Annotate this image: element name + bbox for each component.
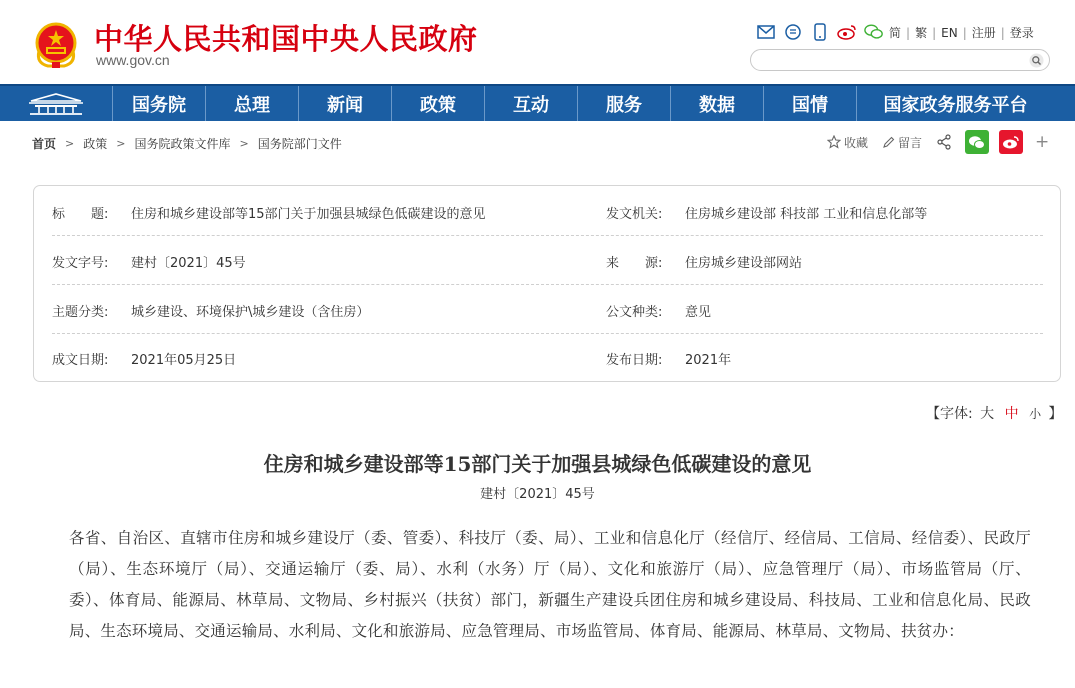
article-body: 各省、自治区、直辖市住房和城乡建设厅（委、管委）、科技厅（委、局）、工业和信息化厅（经信厅、经信局、工信局、经信委）、民政厅（局）、生态环境厅（局）、交通运输厅（委、局）、水利（水务）厅（局）、文化和旅游厅（局）、应急管理厅（局）、市场监管局（厅、委）、体育局、能源局、林草局、文物局、乡村振兴（扶贫）部门，新疆生产建设兵团住房和城乡建设局、科技局、工业和信息化局、民政局、生态环境局、交通运输局、水利局、文化和旅游局、应急管理局、市场监管局、体育局、能源局、林草局、文物局、扶贫办： [69, 529, 1031, 640]
breadcrumb-policy[interactable]: 政策 [83, 137, 108, 151]
published-label: 发布日期: [606, 352, 663, 368]
issuer-value: 住房城乡建设部 科技部 工业和信息化部等 [685, 206, 928, 222]
type-label: 公文种类: [606, 304, 663, 320]
type-value: 意见 [685, 304, 712, 320]
topic-value: 城乡建设、环境保护\城乡建设（含住房） [131, 304, 370, 320]
link-simplified[interactable]: 简 [889, 26, 902, 40]
star-icon [827, 135, 841, 149]
search-box [750, 49, 1050, 71]
issuer-label: 发文机关: [606, 206, 663, 222]
weibo-icon[interactable] [837, 23, 857, 41]
nav-item-services[interactable]: 服务 [578, 86, 671, 121]
share-icon [936, 134, 952, 150]
emblem-icon[interactable] [33, 21, 79, 69]
font-size-medium[interactable]: 中 [1004, 406, 1019, 422]
site-url[interactable]: www.gov.cn [96, 52, 170, 68]
topic-label: 主题分类: [52, 304, 109, 320]
nav-item-service-platform[interactable]: 国家政务服务平台 [883, 94, 1028, 116]
language-links [884, 24, 1039, 41]
breadcrumb-policy-library[interactable]: 国务院政策文件库 [134, 137, 231, 151]
document-info-table [33, 185, 1061, 382]
source-label: 来 源: [606, 255, 663, 271]
info-row-title [52, 188, 1043, 236]
nav-item-state-council[interactable]: 国务院 [113, 86, 206, 121]
nav-item-policy[interactable]: 政策 [392, 86, 485, 121]
mail-icon[interactable] [756, 23, 776, 41]
chevron-right-icon: > [116, 137, 126, 150]
mobile-icon[interactable] [810, 23, 830, 41]
font-size-suffix: 】 [1048, 406, 1063, 422]
pen-icon [882, 136, 895, 149]
info-row-docno [52, 237, 1043, 285]
font-size-prefix: 【字体: [926, 406, 973, 422]
link-register[interactable]: 注册 [971, 26, 996, 40]
published-value: 2021年 [685, 352, 732, 368]
separator: | [906, 25, 911, 40]
separator: | [1000, 25, 1005, 40]
docno-value: 建村〔2021〕45号 [131, 255, 246, 271]
breadcrumb [32, 135, 342, 152]
nav-item-data[interactable]: 数据 [671, 86, 764, 121]
site-header [0, 0, 1075, 84]
separator: | [962, 25, 967, 40]
breadcrumb-home[interactable]: 首页 [32, 137, 57, 151]
title-value: 住房和城乡建设部等15部门关于加强县城绿色低碳建设的意见 [131, 206, 486, 222]
chevron-right-icon: > [239, 137, 249, 150]
info-row-dates [52, 334, 1043, 382]
breadcrumb-department-docs[interactable]: 国务院部门文件 [257, 137, 342, 151]
article-doc-number: 建村〔2021〕45号 [480, 487, 595, 502]
share-weibo-button[interactable] [999, 130, 1023, 154]
created-value: 2021年05月25日 [131, 352, 237, 368]
created-label: 成文日期: [52, 352, 109, 368]
top-icon-bar [756, 22, 884, 42]
nav-item-news[interactable]: 新闻 [299, 86, 392, 121]
search-icon[interactable] [1029, 53, 1044, 68]
font-size-small[interactable]: 小 [1029, 407, 1042, 421]
main-nav [0, 84, 1075, 121]
site-title[interactable]: 中华人民共和国中央人民政府 [94, 22, 478, 56]
comment-label: 留言 [898, 135, 923, 150]
nav-item-premier[interactable]: 总理 [206, 86, 299, 121]
link-login[interactable]: 登录 [1009, 26, 1034, 40]
wechat-icon[interactable] [864, 23, 884, 41]
message-icon[interactable] [783, 23, 803, 41]
docno-label: 发文字号: [52, 255, 109, 271]
home-building-icon [27, 92, 85, 116]
font-size-switcher [926, 403, 1063, 423]
comment-button[interactable] [882, 134, 922, 151]
title-label: 标 题: [52, 206, 109, 222]
chevron-right-icon: > [65, 137, 75, 150]
nav-home[interactable] [0, 86, 113, 121]
link-traditional[interactable]: 繁 [915, 26, 928, 40]
favorite-label: 收藏 [844, 135, 869, 150]
search-input[interactable] [761, 52, 1021, 68]
source-value: 住房城乡建设部网站 [685, 255, 803, 271]
page-tools [827, 130, 1049, 154]
share-button[interactable] [936, 134, 955, 150]
article-title: 住房和城乡建设部等15部门关于加强县城绿色低碳建设的意见 [263, 452, 812, 476]
separator: | [932, 25, 937, 40]
weibo-icon [1002, 135, 1020, 150]
nav-item-interaction[interactable]: 互动 [485, 86, 578, 121]
plus-icon[interactable]: + [1035, 132, 1050, 152]
favorite-button[interactable] [827, 134, 868, 151]
share-wechat-button[interactable] [965, 130, 989, 154]
nav-items [113, 86, 1054, 121]
font-size-large[interactable]: 大 [980, 406, 995, 422]
link-english[interactable]: EN [941, 25, 958, 40]
wechat-icon [968, 135, 986, 150]
nav-item-national-conditions[interactable]: 国情 [764, 86, 857, 121]
info-row-topic [52, 286, 1043, 334]
